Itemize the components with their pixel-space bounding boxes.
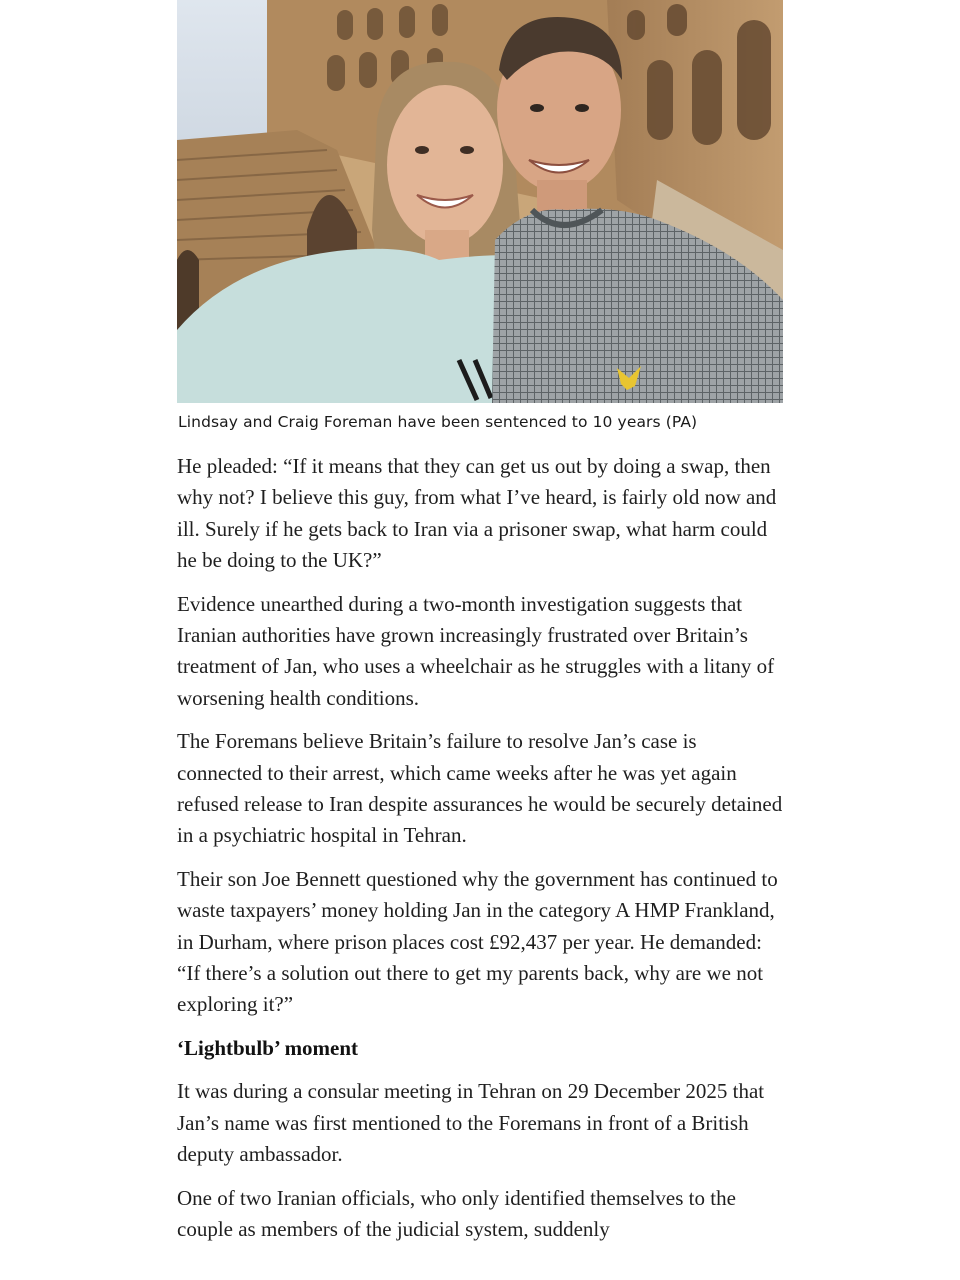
image-caption: Lindsay and Craig Foreman have been sentenced to 10 years (PA) (178, 413, 698, 431)
paragraph-3: The Foremans believe Britain’s failure to resolve Jan’s case is connected to their arrest, which came weeks after he was yet again refused release to Iran despite assurances he would be securely detained in a psychiatric hospital in Tehran. (177, 729, 783, 848)
paragraph-5: It was during a consular meeting in Tehran on 29 December 2025 that Jan’s name was first mentioned to the Foremans in front of a British deputy ambassador. (177, 1079, 765, 1166)
paragraph-1: He pleaded: “If it means that they can get us out by doing a swap, then why not? I believe this guy, from what I’ve heard, is fairly old now and ill. Surely if he gets back to Iran via a prisoner swap, what harm could he be doing to the UK?” (177, 454, 777, 572)
article-figure (177, 0, 783, 432)
paragraph-6: One of two Iranian officials, who only identified themselves to the couple as members of the judicial system, suddenly (177, 1185, 736, 1242)
section-heading: ‘Lightbulb’ moment (177, 1035, 359, 1060)
article-photo (177, 0, 783, 403)
paragraph-4: Their son Joe Bennett questioned why the government has continued to waste taxpayers’ money holding Jan in the category A HMP Frankland, in Durham, where prison places cost £92,437 per year. He demanded: “If there’s a solution out there to get my parents back, why are we not exploring it?” (177, 867, 778, 1017)
article (177, 0, 783, 1245)
paragraph-2: Evidence unearthed during a two-month investigation suggests that Iranian authorities have grown increasingly frustrated over Britain’s treatment of Jan, who uses a wheelchair as he struggles with a litany of worsening health conditions. (177, 591, 775, 710)
